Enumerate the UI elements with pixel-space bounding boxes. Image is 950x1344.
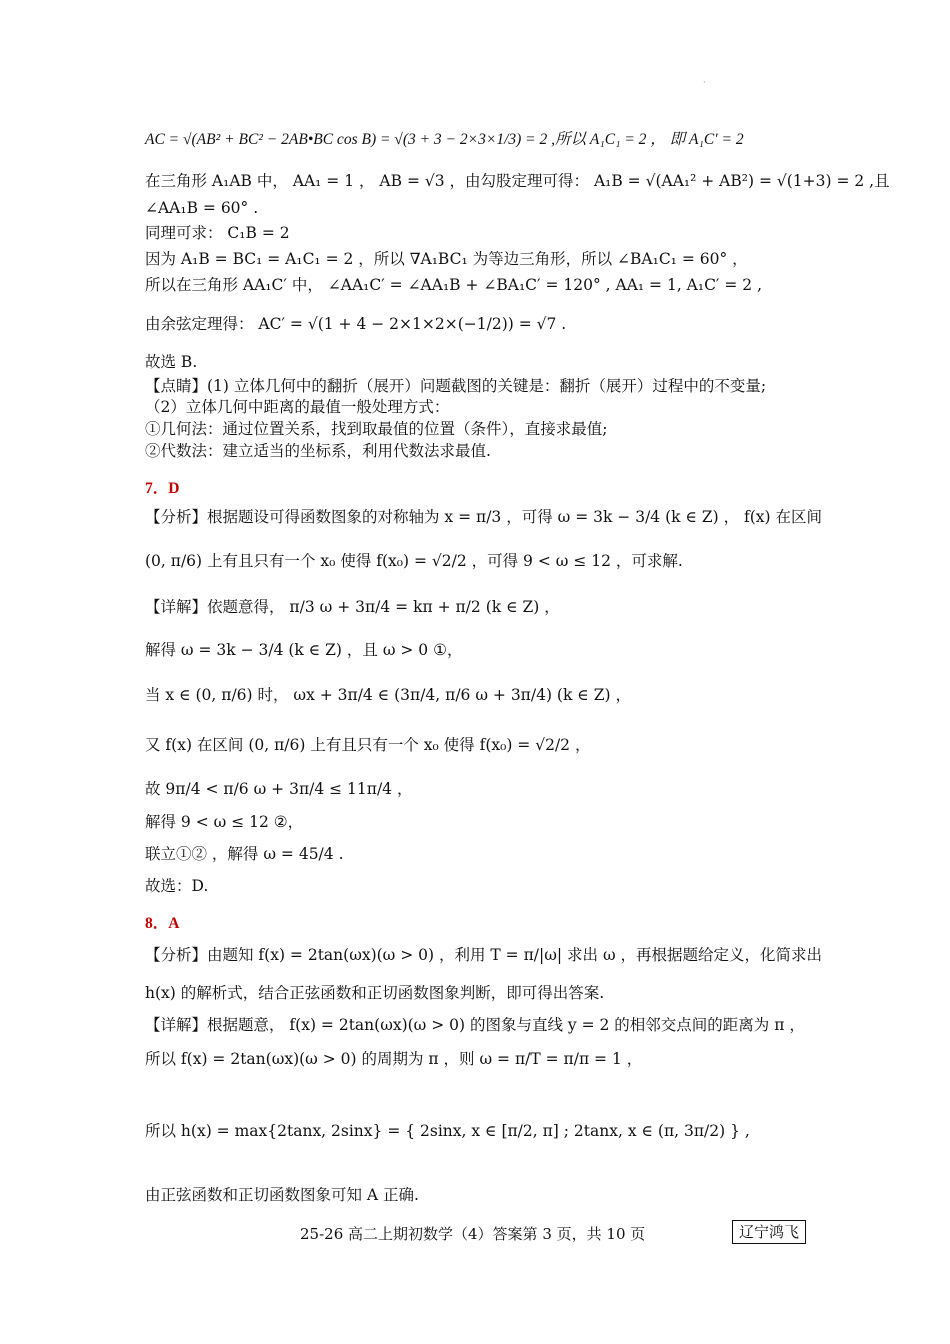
text-line: 【分析】由题知 f(x) = 2tan(ωx)(ω > 0) ，利用 T = π/|ω| 求出 ω ，再根据题给定义，化简求出 — [145, 946, 823, 964]
text-line: 当 x ∈ (0, π/6) 时， ωx + 3π/4 ∈ (3π/4, π/6 ω + 3π/4) (k ∈ Z) ， — [145, 686, 631, 704]
text-line: 联立①② ，解得 ω = 45/4 . — [145, 845, 344, 863]
text-line: 【分析】根据题设可得函数图象的对称轴为 x = π/3 ，可得 ω = 3k − 3/4 (k ∈ Z) ， f(x) 在区间 — [145, 508, 823, 526]
text-line: h(x) 的解析式，结合正弦函数和正切函数图象判断，即可得出答案. — [145, 984, 605, 1002]
text-line: 【详解】根据题意， f(x) = 2tan(ωx)(ω > 0) 的图象与直线 y = 2 的相邻交点间的距离为 π ， — [145, 1016, 805, 1034]
page-footer: 25-26 高二上期初数学（4）答案第 3 页，共 10 页 — [300, 1225, 646, 1243]
text-line: 因为 A₁B = BC₁ = A₁C₁ = 2 ，所以 ∇A₁BC₁ 为等边三角形，所以 ∠BA₁C₁ = 60° ， — [145, 250, 748, 268]
text-line: 故选 B. — [145, 353, 198, 371]
text-line: 解得 9 < ω ≤ 12 ②， — [145, 813, 304, 831]
publisher-stamp: 辽宁鸿飞 — [732, 1220, 806, 1244]
text-line: 故选：D. — [145, 877, 209, 895]
question-7-heading: 7．D — [145, 480, 180, 497]
question-8-heading: 8．A — [145, 915, 180, 932]
corner-mark: · — [703, 78, 706, 87]
text-line: (0, π/6) 上有且只有一个 x₀ 使得 f(x₀) = √2/2 ，可得 9 < ω ≤ 12 ，可求解. — [145, 552, 683, 570]
text-line: 同理可求： C₁B = 2 — [145, 224, 290, 242]
text-line: 又 f(x) 在区间 (0, π/6) 上有且只有一个 x₀ 使得 f(x₀) = √2/2 ， — [145, 736, 591, 754]
text-line: ②代数法：建立适当的坐标系，利用代数法求最值. — [145, 442, 491, 460]
text-line: 由余弦定理得： AC′ = √(1 + 4 − 2×1×2×(−1/2)) = √7 . — [145, 315, 567, 333]
text-line: AC = √(AB² + BC² − 2AB•BC cos B) = √(3 + 3 − 2×3×1/3) = 2 ,所以 A₁C₁ = 2 ， 即 A₁C′ = 2 — [145, 131, 744, 148]
text-line: ①几何法：通过位置关系，找到取最值的位置（条件），直接求最值; — [145, 420, 608, 438]
text-line: 在三角形 A₁AB 中， AA₁ = 1 ， AB = √3 ，由勾股定理可得： A₁B = √(AA₁² + AB²) = √(1+3) = 2 ,且 — [145, 172, 890, 190]
text-line: 所以 h(x) = max{2tanx, 2sinx} = { 2sinx, x ∈ [π/2, π] ; 2tanx, x ∈ (π, 3π/2) } , — [145, 1122, 750, 1140]
text-line: 【点睛】(1) 立体几何中的翻折（展开）问题截图的关键是：翻折（展开）过程中的不变量; — [145, 377, 767, 395]
text-line: ∠AA₁B = 60° . — [145, 199, 259, 217]
text-line: 解得 ω = 3k − 3/4 (k ∈ Z) ，且 ω > 0 ①， — [145, 641, 463, 659]
text-line: 由正弦函数和正切函数图象可知 A 正确. — [145, 1186, 419, 1204]
text-line: 【详解】依题意得， π/3 ω + 3π/4 = kπ + π/2 (k ∈ Z) ， — [145, 598, 560, 616]
text-line: 所以在三角形 AA₁C′ 中， ∠AA₁C′ = ∠AA₁B + ∠BA₁C′ = 120° , AA₁ = 1, A₁C′ = 2 , — [145, 276, 763, 294]
text-line: 故 9π/4 < π/6 ω + 3π/4 ≤ 11π/4 ， — [145, 780, 413, 798]
text-line: （2）立体几何中距离的最值一般处理方式： — [145, 398, 450, 416]
text-line: 所以 f(x) = 2tan(ωx)(ω > 0) 的周期为 π ，则 ω = π/T = π/π = 1 ， — [145, 1050, 643, 1068]
